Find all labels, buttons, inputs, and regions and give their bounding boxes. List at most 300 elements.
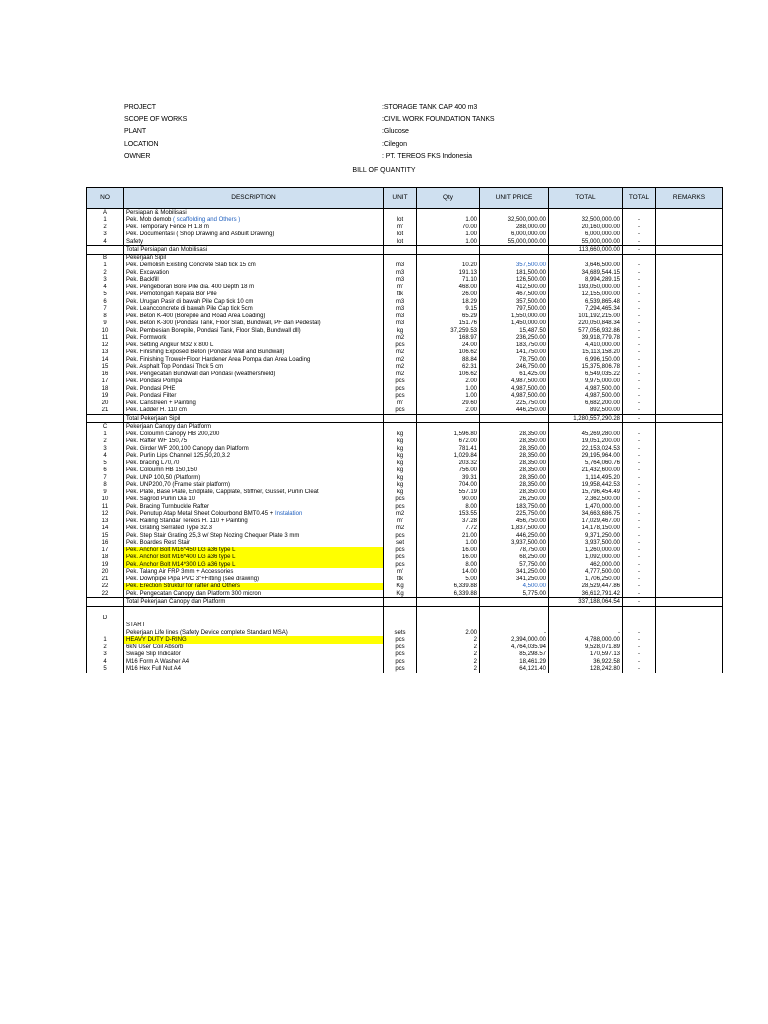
- description-text: Pek. Purlin Lips Channel 125,50,20,3.2: [126, 452, 231, 459]
- cell-qty: 106.62: [417, 349, 480, 356]
- cell-no: [87, 246, 124, 254]
- cell-qty: 1.00: [417, 392, 480, 399]
- cell-total: 113,660,000.00: [549, 246, 623, 254]
- cell-no: 20: [87, 400, 124, 407]
- cell-unit-price: 141,750.00: [480, 349, 549, 356]
- description-text: Pek. UNP 100,50 (Platform): [126, 474, 201, 481]
- cell-qty: 2.00: [417, 378, 480, 385]
- table-row: [87, 576, 723, 583]
- table-row: [87, 371, 723, 378]
- cell-total: 9,975,000.00: [549, 378, 623, 385]
- cell-unit-price: 28,350.00: [480, 474, 549, 481]
- cell-unit: m3: [384, 313, 417, 320]
- cell-no: 15: [87, 532, 124, 539]
- cell-no: 15: [87, 363, 124, 370]
- cell-total: 12,155,000.00: [549, 291, 623, 298]
- cell-unit-price: 126,500.00: [480, 276, 549, 283]
- cell-remarks: [656, 510, 723, 517]
- cell-description: [124, 496, 384, 503]
- subtotal-row: [87, 246, 723, 254]
- cell-qty: 6,339.88: [417, 583, 480, 590]
- cell-description: [124, 568, 384, 575]
- cell-no: 12: [87, 342, 124, 349]
- cell-unit: set: [384, 539, 417, 546]
- cell-description: [124, 431, 384, 438]
- cell-description: [124, 622, 384, 629]
- cell-total-2: -: [623, 445, 656, 452]
- cell-unit-price: 181,500.00: [480, 269, 549, 276]
- cell-qty: 1,029.84: [417, 452, 480, 459]
- cell-qty: 8.00: [417, 561, 480, 568]
- cell-qty: [417, 615, 480, 622]
- cell-qty: 90.00: [417, 496, 480, 503]
- cell-no: 18: [87, 554, 124, 561]
- table-row: [87, 269, 723, 276]
- col-unit-price: UNIT PRICE: [480, 188, 549, 209]
- cell-remarks: [656, 254, 723, 262]
- description-text: Pekerjaan Life lines (Safety Device complete Standard MSA): [126, 629, 288, 636]
- cell-total: 5,764,060.76: [549, 460, 623, 467]
- cell-description: [124, 460, 384, 467]
- cell-description: [124, 320, 384, 327]
- cell-qty: 2: [417, 658, 480, 665]
- cell-unit: pcs: [384, 644, 417, 651]
- description-text: Pek. Temporary Fence H 1.8 m: [126, 224, 209, 231]
- description-text: Pek. Rafter WF 150,75: [126, 438, 188, 445]
- cell-qty: 37.28: [417, 518, 480, 525]
- cell-total: 34,663,686.75: [549, 510, 623, 517]
- cell-unit-price: 4,987,500.00: [480, 378, 549, 385]
- table-row: [87, 474, 723, 481]
- cell-qty: 1.00: [417, 385, 480, 392]
- description-text: Pek. Pengecatan Canopy dan Platform 300 micron: [126, 590, 262, 597]
- cell-qty: 16.00: [417, 554, 480, 561]
- cell-unit: kg: [384, 445, 417, 452]
- cell-qty: 37,259.53: [417, 327, 480, 334]
- cell-remarks: [656, 246, 723, 254]
- cell-total: -: [549, 629, 623, 636]
- cell-no: 11: [87, 503, 124, 510]
- cell-remarks: [656, 615, 723, 622]
- cell-qty: 468.00: [417, 284, 480, 291]
- cell-unit-price: 28,350.00: [480, 467, 549, 474]
- cell-remarks: [656, 590, 723, 598]
- cell-unit: sets: [384, 629, 417, 636]
- cell-total: 22,153,024.53: [549, 445, 623, 452]
- description-text: Pek. UNP200,70 (Frame stair platform): [126, 481, 231, 488]
- cell-unit: [384, 622, 417, 629]
- cell-remarks: [656, 378, 723, 385]
- cell-total-2: -: [623, 644, 656, 651]
- description-text: M16 Hex Full Nut A4: [126, 665, 182, 672]
- location-label: LOCATION: [124, 141, 159, 148]
- cell-description: [124, 467, 384, 474]
- cell-qty: 88.84: [417, 356, 480, 363]
- cell-remarks: [656, 438, 723, 445]
- cell-unit: m3: [384, 320, 417, 327]
- cell-description: [124, 415, 384, 423]
- cell-remarks: [656, 445, 723, 452]
- col-no: NO: [87, 188, 124, 209]
- cell-total-2: -: [623, 539, 656, 546]
- cell-no: 21: [87, 576, 124, 583]
- cell-remarks: [656, 561, 723, 568]
- cell-description: [124, 385, 384, 392]
- cell-total-2: -: [623, 378, 656, 385]
- cell-total-2: -: [623, 532, 656, 539]
- table-row: [87, 489, 723, 496]
- cell-description: [124, 547, 384, 554]
- cell-unit-price: [480, 606, 549, 615]
- cell-unit-price: [480, 209, 549, 217]
- cell-description: [124, 246, 384, 254]
- cell-description: [124, 400, 384, 407]
- description-text: Pek. Finishing Trowel+Floor Hardener Area Pompa dan Area Loading: [126, 356, 311, 363]
- cell-no: 4: [87, 284, 124, 291]
- table-row: [87, 503, 723, 510]
- cell-unit-price: 55,000,000.00: [480, 238, 549, 246]
- cell-remarks: [656, 481, 723, 488]
- table-row: [87, 224, 723, 231]
- cell-unit: m3: [384, 298, 417, 305]
- cell-unit: m2: [384, 363, 417, 370]
- cell-description: [124, 583, 384, 590]
- cell-unit-price: 357,500.00: [480, 298, 549, 305]
- cell-description: [124, 269, 384, 276]
- cell-description: [124, 356, 384, 363]
- cell-unit: [384, 246, 417, 254]
- cell-description: [124, 392, 384, 399]
- cell-total: 1,706,250.00: [549, 576, 623, 583]
- cell-unit-price: [480, 615, 549, 622]
- cell-description: [124, 438, 384, 445]
- description-text: Pek. Anchor Bolt M16*400 LG a36 type L: [126, 554, 236, 561]
- cell-description: [124, 334, 384, 341]
- cell-total-2: -: [623, 400, 656, 407]
- location-value: :Cilegon: [382, 141, 407, 148]
- cell-unit: m': [384, 400, 417, 407]
- cell-qty: 24.00: [417, 342, 480, 349]
- cell-qty: 781.41: [417, 445, 480, 452]
- cell-description: [124, 539, 384, 546]
- cell-total: 21,432,600.00: [549, 467, 623, 474]
- cell-total: [549, 606, 623, 615]
- cell-no: 2: [87, 644, 124, 651]
- cell-no: [87, 598, 124, 606]
- cell-remarks: [656, 349, 723, 356]
- cell-total: 101,192,215.00: [549, 313, 623, 320]
- cell-total: 577,056,932.86: [549, 327, 623, 334]
- cell-total: 170,597.13: [549, 651, 623, 658]
- cell-description: [124, 525, 384, 532]
- cell-unit: kg: [384, 460, 417, 467]
- cell-description: [124, 590, 384, 598]
- cell-qty: 2: [417, 644, 480, 651]
- table-row: [87, 532, 723, 539]
- cell-unit-price: 1,550,000.00: [480, 313, 549, 320]
- description-text: Pekerjaan Sipil: [126, 255, 167, 262]
- cell-qty: 672.00: [417, 438, 480, 445]
- cell-unit-price: 78,750.00: [480, 547, 549, 554]
- cell-total: 1,092,000.00: [549, 554, 623, 561]
- cell-qty: 2: [417, 636, 480, 643]
- cell-unit-price: 357,500.00: [480, 262, 549, 269]
- cell-unit-price: [480, 246, 549, 254]
- cell-total-2: [623, 423, 656, 431]
- cell-unit: kg: [384, 467, 417, 474]
- cell-total-2: -: [623, 407, 656, 415]
- cell-unit: m2: [384, 356, 417, 363]
- cell-remarks: [656, 629, 723, 636]
- cell-unit-price: 57,750.00: [480, 561, 549, 568]
- cell-no: 1: [87, 431, 124, 438]
- cell-total: 892,500.00: [549, 407, 623, 415]
- cell-total-2: -: [623, 460, 656, 467]
- cell-no: 20: [87, 568, 124, 575]
- cell-remarks: [656, 216, 723, 223]
- cell-no: [87, 629, 124, 636]
- col-remarks: REMARKS: [656, 188, 723, 209]
- cell-no: 2: [87, 438, 124, 445]
- cell-total: 29,195,964.00: [549, 452, 623, 459]
- table-row: [87, 606, 723, 615]
- cell-qty: 8.00: [417, 503, 480, 510]
- cell-unit: pcs: [384, 342, 417, 349]
- cell-total-2: -: [623, 503, 656, 510]
- cell-remarks: [656, 238, 723, 246]
- cell-total-2: -: [623, 415, 656, 423]
- cell-description: [124, 209, 384, 217]
- cell-unit: m2: [384, 525, 417, 532]
- cell-total: 6,549,035.22: [549, 371, 623, 378]
- description-text: Pek. Ladder H. 110 cm: [126, 407, 187, 414]
- cell-unit-price: 341,250.00: [480, 568, 549, 575]
- description-text: Pek. Urugan Pasir di bawah Pile Cap tick 10 cm: [126, 298, 254, 305]
- cell-description: [124, 254, 384, 262]
- cell-remarks: [656, 547, 723, 554]
- description-text: Pek. Mob demob: [126, 216, 174, 223]
- table-row: [87, 284, 723, 291]
- cell-qty: 1,596.80: [417, 431, 480, 438]
- cell-unit-price: 2,394,000.00: [480, 636, 549, 643]
- description-text: Pek. Penutup Atap Metal Sheet Colourbond BMT0.45 +: [126, 510, 275, 517]
- description-text: Pek. Beton K-400 (Borepile and Road Area Loading): [126, 313, 266, 320]
- description-text: Pek. Pembesian Borepile, Pondasi Tank, Floor Slab, Bundwall dll): [126, 327, 301, 334]
- cell-unit-price: [480, 423, 549, 431]
- cell-unit-price: [480, 254, 549, 262]
- description-text: Pek. Formwork: [126, 334, 167, 341]
- cell-no: 14: [87, 356, 124, 363]
- cell-description: [124, 576, 384, 583]
- cell-qty: 16.00: [417, 547, 480, 554]
- cell-remarks: [656, 400, 723, 407]
- cell-total: 1,470,000.00: [549, 503, 623, 510]
- cell-total-2: -: [623, 431, 656, 438]
- cell-description: [124, 644, 384, 651]
- cell-total-2: -: [623, 284, 656, 291]
- cell-total-2: -: [623, 658, 656, 665]
- cell-total: 6,996,150.00: [549, 356, 623, 363]
- cell-description: [124, 305, 384, 312]
- table-row: [87, 547, 723, 554]
- cell-no: 6: [87, 298, 124, 305]
- description-text: Pek. Bracing Turnbuckle Rafter: [126, 503, 210, 510]
- cell-unit: [384, 254, 417, 262]
- table-row: [87, 615, 723, 622]
- description-text: Pek. Leancconcrete di bawah Pile Cap tick 5cm: [126, 305, 253, 312]
- cell-unit: m2: [384, 334, 417, 341]
- cell-unit-price: [480, 622, 549, 629]
- cell-unit: ttk: [384, 291, 417, 298]
- description-text: Pek. Documentasi ( Shop Drawing and Asbuilt Drawing): [126, 231, 275, 238]
- cell-no: 6: [87, 467, 124, 474]
- description-text: Pek. Plate, Base Plate, Endplate, Capplate, Stiffner, Gusset, Purlin Cleat: [126, 489, 319, 496]
- cell-description: [124, 423, 384, 431]
- table-row: [87, 467, 723, 474]
- cell-no: 3: [87, 231, 124, 238]
- cell-no: 10: [87, 496, 124, 503]
- cell-unit-price: 1,450,000.00: [480, 320, 549, 327]
- cell-unit-price: 288,000.00: [480, 224, 549, 231]
- cell-total: 15,375,806.78: [549, 363, 623, 370]
- cell-qty: [417, 254, 480, 262]
- cell-unit: kg: [384, 327, 417, 334]
- description-text: Pekerjaan Canopy dan Platform: [126, 423, 212, 430]
- cell-total-2: -: [623, 224, 656, 231]
- cell-total-2: -: [623, 598, 656, 606]
- cell-unit-price: 183,750.00: [480, 503, 549, 510]
- table-row: [87, 510, 723, 517]
- cell-unit-price: 28,350.00: [480, 481, 549, 488]
- table-row: [87, 561, 723, 568]
- cell-total-2: -: [623, 561, 656, 568]
- cell-total: 9,528,071.89: [549, 644, 623, 651]
- cell-qty: 2: [417, 665, 480, 672]
- cell-qty: 21.00: [417, 532, 480, 539]
- cell-remarks: [656, 363, 723, 370]
- cell-total-2: -: [623, 298, 656, 305]
- cell-total-2: -: [623, 629, 656, 636]
- cell-remarks: [656, 262, 723, 269]
- section-row: [87, 254, 723, 262]
- cell-total-2: -: [623, 576, 656, 583]
- cell-total: 39,918,779.78: [549, 334, 623, 341]
- cell-total: 15,796,454.49: [549, 489, 623, 496]
- cell-total: 36,922.58: [549, 658, 623, 665]
- cell-description: [124, 658, 384, 665]
- description-text: Pek. Coloumn Canopy HB 200,200: [126, 431, 220, 438]
- description-text: Pek. Demolish Existing Concrete Slab tick 15 cm: [126, 262, 256, 269]
- cell-description: [124, 510, 384, 517]
- cell-unit: pcs: [384, 385, 417, 392]
- cell-no: 5: [87, 665, 124, 672]
- plant-label: PLANT: [124, 128, 147, 135]
- cell-remarks: [656, 539, 723, 546]
- cell-no: [87, 415, 124, 423]
- cell-remarks: [656, 525, 723, 532]
- description-text: Total Pekerjaan Canopy dan Platform: [126, 598, 226, 605]
- cell-description: [124, 651, 384, 658]
- cell-no: 2: [87, 269, 124, 276]
- cell-unit: [384, 606, 417, 615]
- cell-total-2: -: [623, 568, 656, 575]
- cell-remarks: [656, 460, 723, 467]
- cell-total-2: -: [623, 349, 656, 356]
- description-text: Total Persiapan dan Mobilisasi: [126, 246, 208, 253]
- bill-of-quantity-table: [86, 187, 723, 673]
- cell-qty: 1.00: [417, 539, 480, 546]
- cell-total-2: -: [623, 636, 656, 643]
- cell-description: [124, 262, 384, 269]
- cell-unit-price: 64,121.40: [480, 665, 549, 672]
- cell-no: 12: [87, 510, 124, 517]
- boq-title: BILL OF QUANTITY: [352, 167, 416, 174]
- cell-no: [87, 622, 124, 629]
- cell-description: [124, 554, 384, 561]
- cell-total: 4,777,500.00: [549, 568, 623, 575]
- cell-qty: 191.13: [417, 269, 480, 276]
- cell-qty: [417, 209, 480, 217]
- cell-qty: 65.29: [417, 313, 480, 320]
- cell-unit: kg: [384, 489, 417, 496]
- cell-unit-price: 446,250.00: [480, 532, 549, 539]
- cell-total-2: -: [623, 342, 656, 349]
- cell-qty: [417, 246, 480, 254]
- cell-qty: [417, 622, 480, 629]
- cell-qty: 39.31: [417, 474, 480, 481]
- document-header: [0, 0, 768, 190]
- table-row: [87, 644, 723, 651]
- cell-remarks: [656, 622, 723, 629]
- table-row: [87, 363, 723, 370]
- cell-unit-price: 6,000,000.00: [480, 231, 549, 238]
- cell-total: 7,294,465.34: [549, 305, 623, 312]
- table-row: [87, 481, 723, 488]
- table-row: [87, 460, 723, 467]
- subtotal-row: [87, 598, 723, 606]
- cell-remarks: [656, 342, 723, 349]
- cell-qty: [417, 415, 480, 423]
- cell-unit: lot: [384, 238, 417, 246]
- cell-unit-price: 68,250.00: [480, 554, 549, 561]
- cell-total-2: -: [623, 554, 656, 561]
- description-text: Safety: [126, 238, 144, 245]
- cell-total-2: -: [623, 467, 656, 474]
- description-text: Pek. Finishing Exposed Beton (Pondasi Wall and Bundwall): [126, 349, 285, 356]
- cell-total: 1,114,495.20: [549, 474, 623, 481]
- cell-unit-price: 467,500.00: [480, 291, 549, 298]
- cell-description: [124, 363, 384, 370]
- cell-unit-price: 797,500.00: [480, 305, 549, 312]
- cell-unit: [384, 423, 417, 431]
- cell-qty: 153.55: [417, 510, 480, 517]
- cell-no: 18: [87, 385, 124, 392]
- cell-qty: 2.00: [417, 407, 480, 415]
- cell-description: [124, 503, 384, 510]
- cell-unit: pcs: [384, 407, 417, 415]
- cell-total: 19,051,200.00: [549, 438, 623, 445]
- cell-unit-price: 28,350.00: [480, 438, 549, 445]
- cell-qty: 2: [417, 651, 480, 658]
- description-text: Pek. Beton K-300 (Pondasi Tank, Floor Slab, Bundwall, PF dan Pedestal): [126, 320, 321, 327]
- cell-unit-price: 4,764,035.94: [480, 644, 549, 651]
- cell-no: 17: [87, 547, 124, 554]
- cell-unit: [384, 615, 417, 622]
- cell-no: 11: [87, 334, 124, 341]
- cell-total: 19,958,442.53: [549, 481, 623, 488]
- cell-total: 6,682,200.00: [549, 400, 623, 407]
- description-text: Pek. Talang Air FRP 3mm + Accessories: [126, 568, 234, 575]
